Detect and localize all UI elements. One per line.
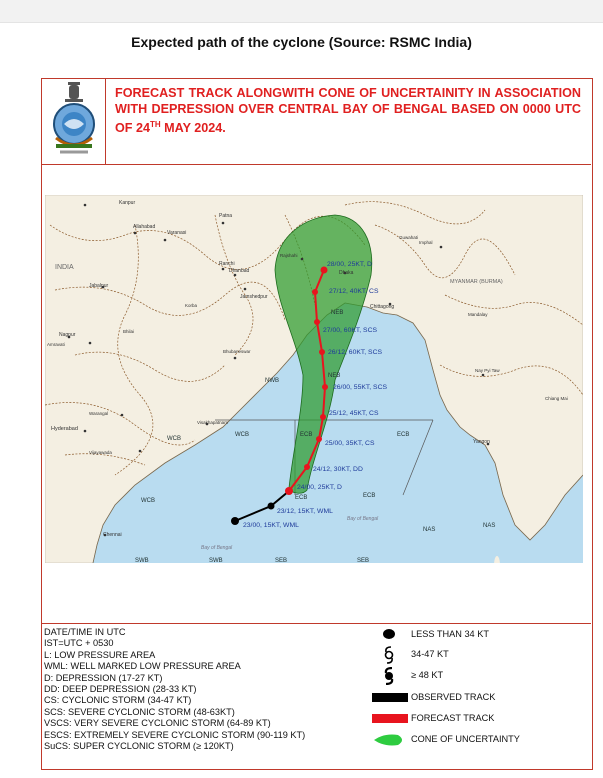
place-label: Guwahati xyxy=(399,235,419,240)
region-label: NWB xyxy=(265,378,279,384)
region-label: ECB xyxy=(300,432,313,438)
legend-line: IST=UTC + 0530 xyxy=(44,638,114,649)
cyclone-filled-icon xyxy=(372,667,412,685)
legend-label: FORECAST TRACK xyxy=(411,713,495,723)
legend-row xyxy=(372,646,587,664)
top-bar xyxy=(0,0,603,23)
legend-line: ESCS: EXTREMELY SEVERE CYCLONIC STORM (90-119 KT) xyxy=(44,729,306,740)
place-label: Jabalpur xyxy=(89,283,109,289)
region-label: NEB xyxy=(331,310,344,316)
region-label: NAS xyxy=(423,527,436,533)
region-label: SWB xyxy=(209,558,223,563)
place-label: Hyderabad xyxy=(51,426,78,432)
forecast-map xyxy=(45,195,583,563)
track-label: 27/12, 40KT, CS xyxy=(329,288,379,295)
track-label: 23/12, 15KT, WML xyxy=(277,508,333,515)
legend-line: VSCS: VERY SEVERE CYCLONIC STORM (64-89 KT) xyxy=(44,718,271,729)
black-bar-icon xyxy=(372,689,412,707)
track-point xyxy=(268,503,275,510)
place-label: Warangal xyxy=(89,411,109,416)
place-label: Ranchi xyxy=(219,261,235,267)
forecast-header xyxy=(41,78,591,165)
dot-icon xyxy=(372,626,412,644)
sea-label: Bay of Bengal xyxy=(347,516,379,522)
track-label: 27/00, 60KT, SCS xyxy=(323,327,378,334)
track-label: 24/00, 25KT, D xyxy=(297,484,342,491)
track-point xyxy=(304,464,310,470)
legend-label: OBSERVED TRACK xyxy=(411,692,496,702)
place-label: Bhubaneswar xyxy=(223,349,251,354)
track-point xyxy=(231,517,239,525)
legend-row xyxy=(372,731,587,749)
forecast-title: FORECAST TRACK ALONGWITH CONE OF UNCERTAINITY IN ASSOCIATION WITH DEPRESSION OVER CENTRAL BAY OF BENGAL BASED ON 0000 UTC OF 24TH MAY 2024. xyxy=(115,86,581,136)
track-point xyxy=(322,384,328,390)
region-label: SEB xyxy=(357,558,370,563)
place-label: Bhilai xyxy=(123,329,135,334)
region-label: NAS xyxy=(483,523,496,529)
place-label: Chennai xyxy=(103,532,122,538)
track-label: 24/12, 30KT, DD xyxy=(313,466,363,473)
legend-row xyxy=(372,626,587,644)
legend-line: DATE/TIME IN UTC xyxy=(44,627,126,637)
track-label: 26/12, 60KT, SCS xyxy=(328,349,383,356)
region-label: ECB xyxy=(397,432,410,438)
place-label: Patna xyxy=(219,213,233,219)
legend-symbols xyxy=(372,626,587,766)
place-label: Imphal xyxy=(419,240,433,245)
track-point xyxy=(312,289,318,295)
legend-line: SuCS: SUPER CYCLONIC STORM (≥ 120KT) xyxy=(44,741,234,752)
red-bar-icon xyxy=(372,710,412,728)
region-label: ECB xyxy=(363,493,376,499)
region-label: WCB xyxy=(235,432,249,438)
legend-line: L: LOW PRESSURE AREA xyxy=(44,649,156,660)
region-label: WCB xyxy=(167,436,181,442)
page-caption: Expected path of the cyclone (Source: RSMC India) xyxy=(131,34,472,50)
place-label: Yangon xyxy=(473,439,490,445)
legend-line: WML: WELL MARKED LOW PRESSURE AREA xyxy=(44,661,241,672)
header-divider xyxy=(105,78,106,164)
region-label: ECB xyxy=(295,495,308,501)
place-label: Varanasi xyxy=(167,230,187,236)
legend-row xyxy=(372,689,587,707)
country-label: MYANMAR (BURMA) xyxy=(450,279,503,285)
place-label: Allahabad xyxy=(133,224,156,230)
place-label: Korba xyxy=(185,303,198,308)
cyclone-open-icon xyxy=(372,646,412,664)
place-label: Amravati xyxy=(47,342,65,347)
place-label: Visakhapatnam xyxy=(197,420,228,425)
track-point xyxy=(314,319,320,325)
legend-label: 34-47 KT xyxy=(411,649,449,659)
place-label: Mandalay xyxy=(468,312,488,317)
track-label: 23/00, 15KT, WML xyxy=(243,522,299,529)
legend-label: LESS THAN 34 KT xyxy=(411,629,489,639)
sea-label: Bay of Bengal xyxy=(201,545,233,551)
place-label: Dhanbad xyxy=(229,268,250,274)
legend-row xyxy=(372,710,587,728)
place-label: Vijayawada xyxy=(89,450,112,455)
country-label: INDIA xyxy=(55,264,74,271)
legend-divider xyxy=(41,623,591,624)
track-label: 28/00, 25KT, D xyxy=(327,261,372,268)
place-label: Rajshahi xyxy=(280,253,298,258)
place-label: Kanpur xyxy=(119,200,136,206)
legend-line: DD: DEEP DEPRESSION (28-33 KT) xyxy=(44,684,197,695)
imd-emblem-icon xyxy=(46,80,102,160)
legend-label: CONE OF UNCERTAINTY xyxy=(411,734,520,744)
legend-row xyxy=(372,667,587,685)
track-point xyxy=(319,349,325,355)
track-point xyxy=(285,487,293,495)
legend-line: SCS: SEVERE CYCLONIC STORM (48-63KT) xyxy=(44,706,235,717)
green-cone-icon xyxy=(372,731,412,749)
region-label: SWB xyxy=(135,558,149,563)
place-label: Dhaka xyxy=(339,270,354,276)
track-point xyxy=(316,436,322,442)
place-label: Jamshedpur xyxy=(240,294,268,300)
track-point xyxy=(320,414,326,420)
place-label: Chittagong xyxy=(370,304,395,310)
legend-line: D: DEPRESSION (17-27 KT) xyxy=(44,672,163,683)
region-label: WCB xyxy=(141,498,155,504)
legend-definitions xyxy=(44,627,364,752)
track-label: 25/12, 45KT, CS xyxy=(329,410,379,417)
place-label: Chiang Mai xyxy=(545,396,568,401)
track-label: 25/00, 35KT, CS xyxy=(325,440,375,447)
place-label: Nagpur xyxy=(59,332,76,338)
region-label: SEB xyxy=(275,558,288,563)
place-label: Nay Pyi Taw xyxy=(475,368,500,373)
legend-line: CS: CYCLONIC STORM (34-47 KT) xyxy=(44,695,192,706)
legend-label: ≥ 48 KT xyxy=(411,670,444,680)
track-label: 26/00, 55KT, SCS xyxy=(333,384,388,391)
region-label: NEB xyxy=(328,373,341,379)
